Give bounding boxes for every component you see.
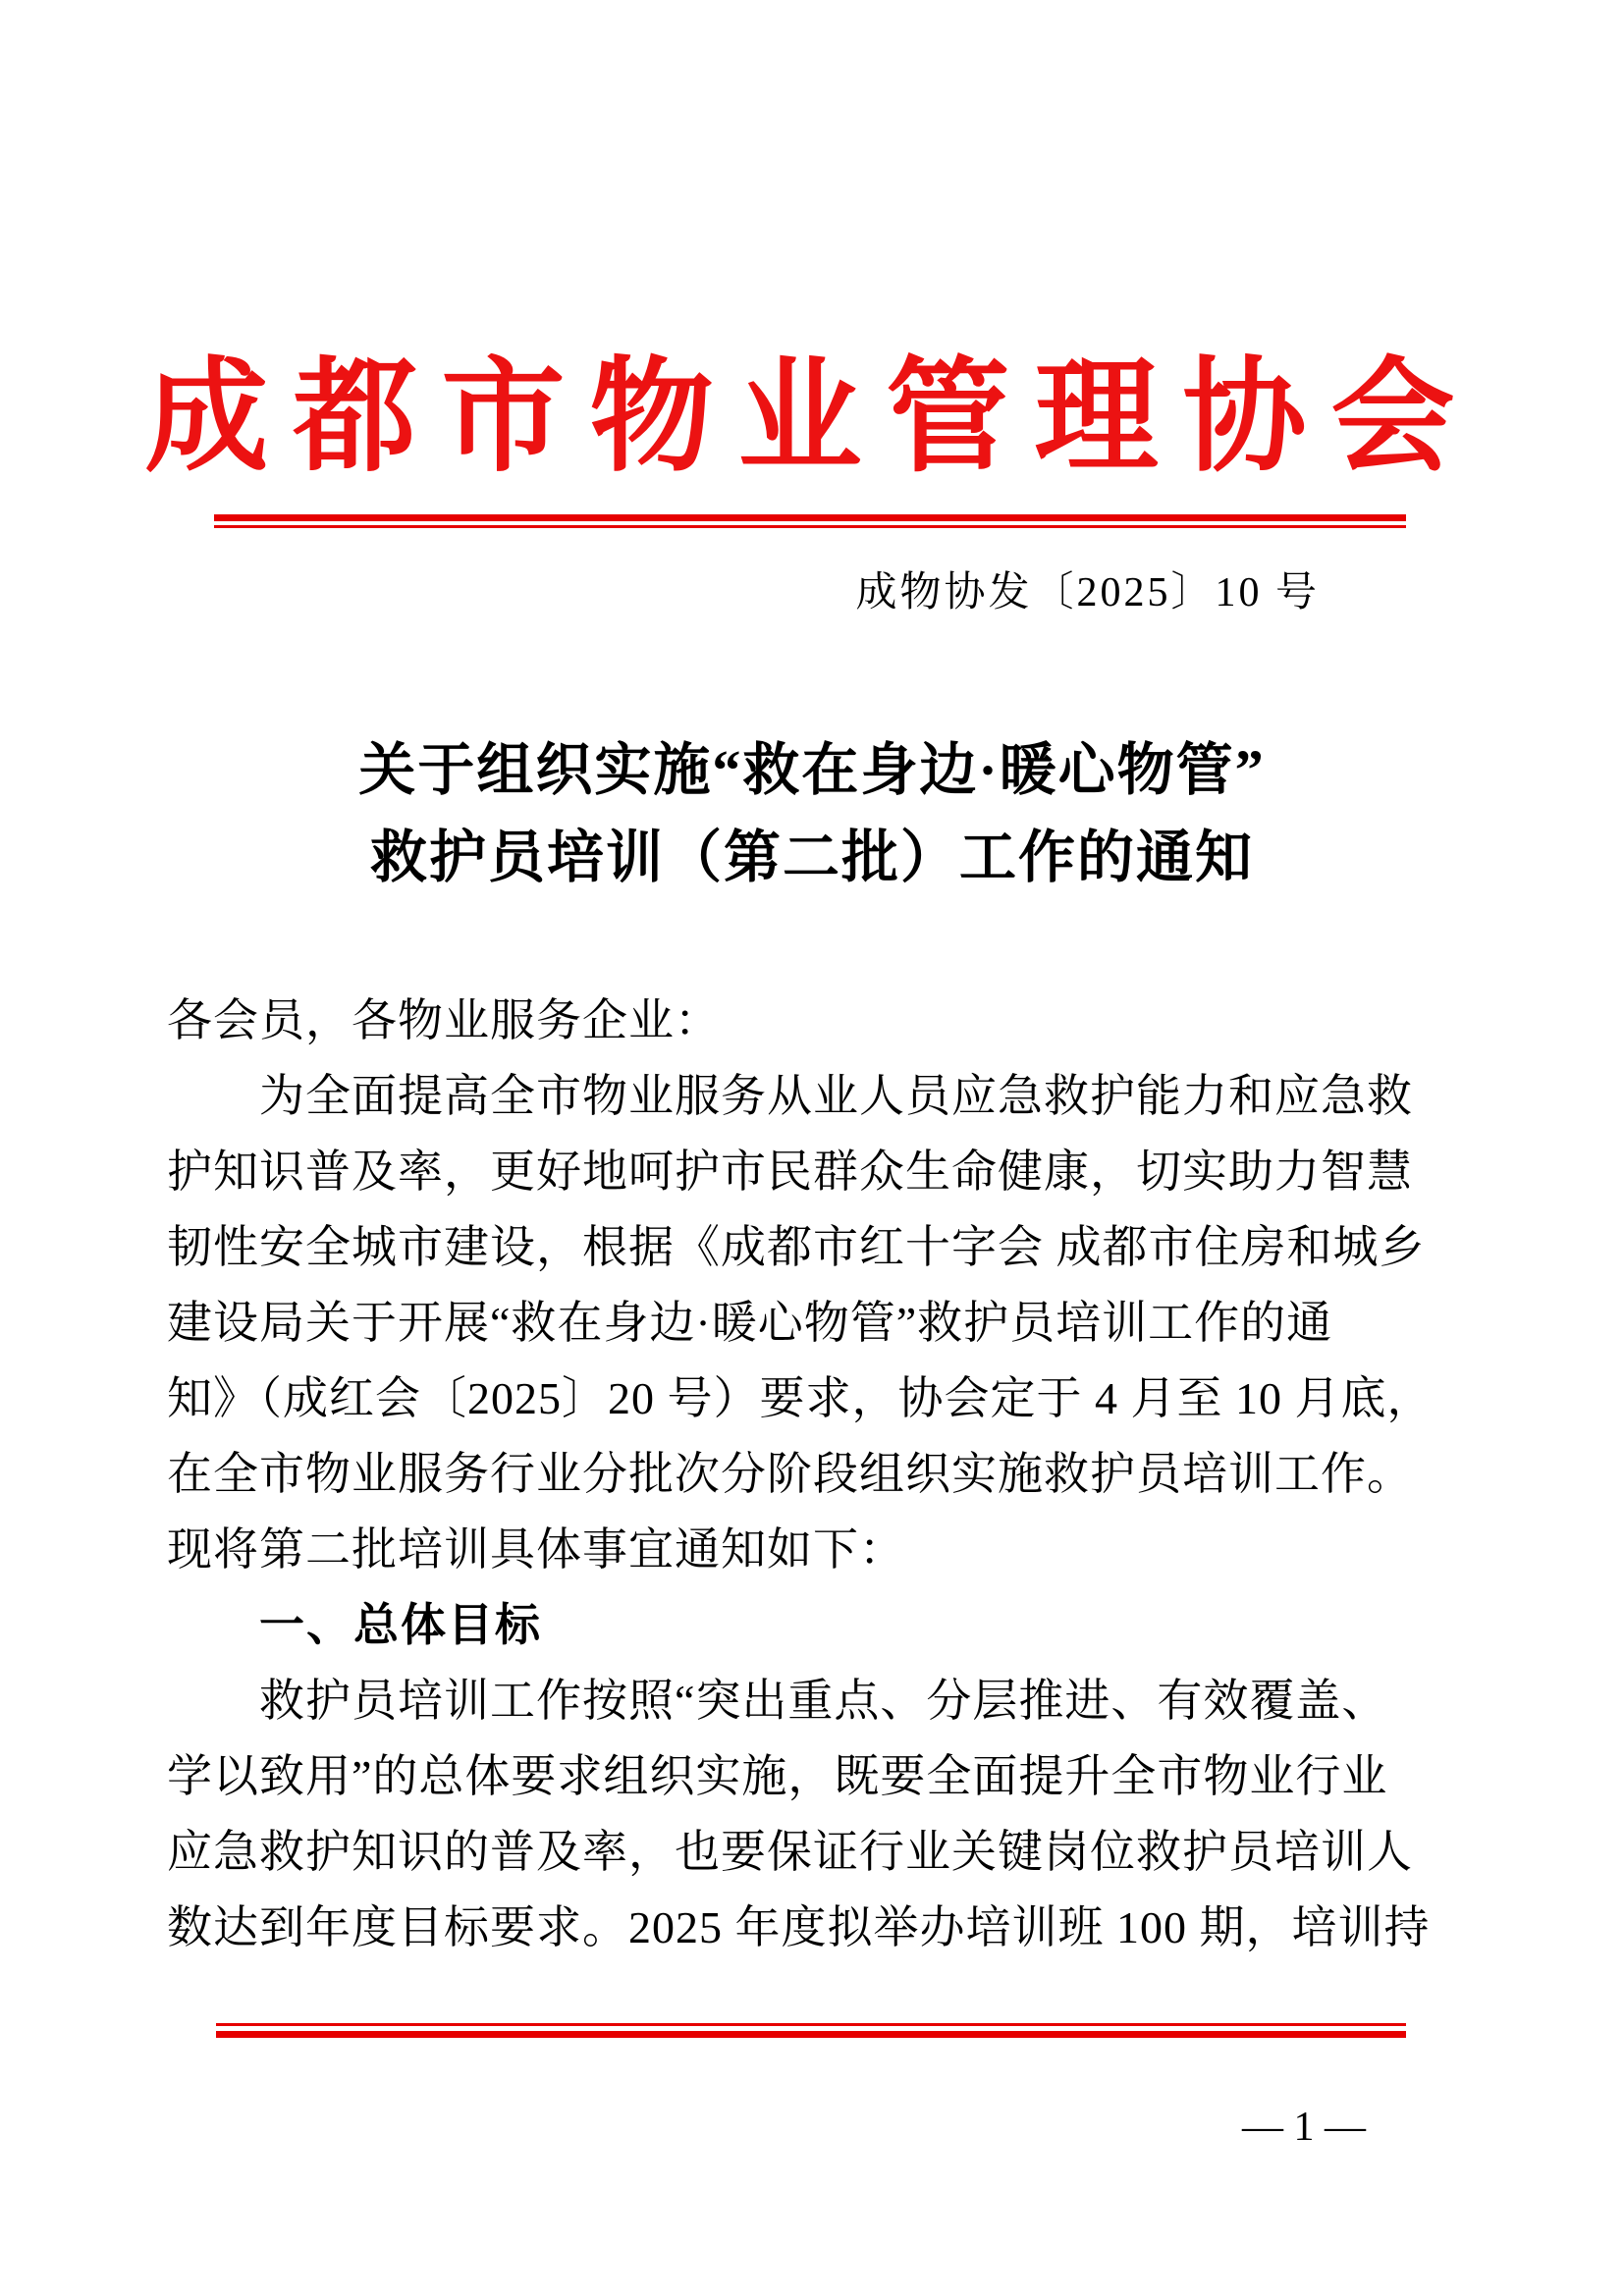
paragraph-2: [167, 1663, 1463, 1965]
paragraph-1-line: 护知识普及率，更好地呵护市民群众生命健康，切实助力智慧: [167, 1147, 1413, 1197]
rule-thick: [216, 2031, 1406, 2038]
paragraph-1-line: 知》（成红会〔2025〕20 号）要求，协会定于 4 月至 10 月底，: [167, 1373, 1434, 1423]
paragraph-1-line: 韧性安全城市建设，根据《成都市红十字会 成都市住房和城乡: [167, 1222, 1426, 1272]
paragraph-2-line: 救护员培训工作按照“突出重点、分层推进、有效覆盖、: [259, 1676, 1388, 1726]
rule-thin: [214, 525, 1406, 528]
document-title: [0, 726, 1624, 901]
section-heading-1: 一、总体目标: [259, 1599, 542, 1650]
paragraph-1-line: 在全市物业服务行业分批次分阶段组织实施救护员培训工作。: [167, 1449, 1413, 1499]
page-number: — 1 —: [1242, 2105, 1366, 2150]
paragraph-1: [167, 1058, 1463, 1587]
masthead-double-rule: [214, 514, 1406, 528]
paragraph-2-line: 学以致用”的总体要求组织实施，既要全面提升全市物业行业: [167, 1751, 1388, 1801]
masthead-title: 成都市物业管理协会: [144, 350, 1480, 487]
doc-number: 成物协发〔2025〕10 号: [855, 570, 1320, 615]
document-title-line1: 关于组织实施“救在身边·暖心物管”: [358, 738, 1266, 802]
paragraph-1-line: 建设局关于开展“救在身边·暖心物管”救护员培训工作的通: [167, 1298, 1333, 1348]
document-body: [167, 983, 1463, 1965]
paragraph-1-line: 为全面提高全市物业服务从业人员应急救护能力和应急救: [259, 1071, 1413, 1121]
paragraph-1-line: 现将第二批培训具体事宜通知如下：: [167, 1524, 905, 1575]
rule-thick: [214, 514, 1406, 521]
paragraph-2-line: 应急救护知识的普及率，也要保证行业关键岗位救护员培训人: [167, 1827, 1413, 1877]
paragraph-2-line: 数达到年度目标要求。2025 年度拟举办培训班 100 期，培训持: [167, 1902, 1431, 1952]
document-title-line2: 救护员培训（第二批）工作的通知: [369, 826, 1254, 889]
salutation: 各会员，各物业服务企业：: [167, 995, 721, 1045]
footer-double-rule: [216, 2023, 1406, 2038]
